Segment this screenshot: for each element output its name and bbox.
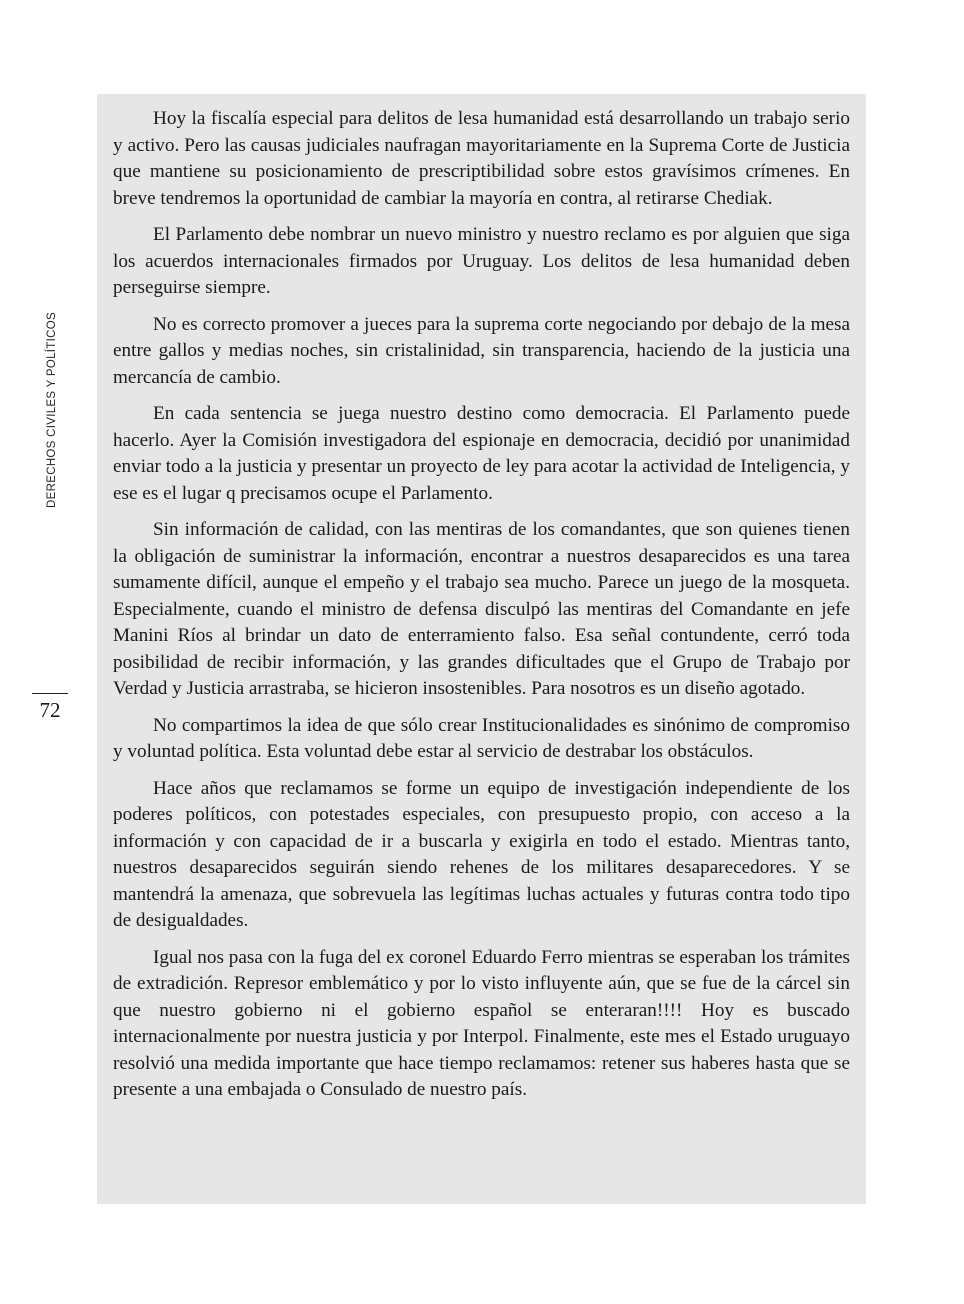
text-box xyxy=(97,94,866,1204)
paragraph: Sin información de calidad, con las mentiras de los comandantes, que son quienes tienen la obligación de suministrar la información, encontrar a nuestros desaparecidos es una tarea sumamente difícil, aunque el empeño y el trabajo sea mucho. Parece un juego de la mosqueta. Especialmente, cuando el ministro de defensa disculpó las mentiras del Comandante en jefe Manini Ríos al brindar un dato de enterramiento falso. Esa señal contundente, cerró toda posibilidad de recibir información, y las grandes dificultades que el Grupo de Trabajo por Verdad y Justicia arrastraba, se hicieron insostenibles. Para nosotros es un diseño agotado. xyxy=(113,519,850,699)
page-number-rule xyxy=(32,693,68,694)
paragraph: No es correcto promover a jueces para la suprema corte negociando por debajo de la mesa entre gallos y medias noches, sin cristalinidad, sin transparencia, haciendo de la justicia una mercancía de cambio. xyxy=(113,313,850,388)
page-number: 72 xyxy=(39,698,61,722)
paragraph: Hoy la fiscalía especial para delitos de lesa humanidad está desarrollando un trabajo serio y activo. Pero las causas judiciales naufragan mayoritariamente en la Suprema Corte de Justicia que mantiene su posicionamiento de prescriptibilidad sobre estos gravísimos crímenes. En breve tendremos la oportunidad de cambiar la mayoría en contra, al retirarse Chediak. xyxy=(113,108,850,209)
paragraph: Igual nos pasa con la fuga del ex coronel Eduardo Ferro mientras se esperaban los trámites de extradición. Represor emblemático y por lo visto influyente aún, que se fue de la cárcel sin que nuestro gobierno ni el gobierno español se enteraran!!!! Hoy es buscado internacionalmente por nuestra justicia y por Interpol. Finalmente, este mes el Estado uruguayo resolvió una medida importante que hace tiempo reclamamos: retener sus haberes hasta que se presente a una embajada o Consulado de nuestro país. xyxy=(113,946,850,1100)
paragraph: El Parlamento debe nombrar un nuevo ministro y nuestro reclamo es por alguien que siga los acuerdos internacionales firmados por Uruguay. Los delitos de lesa humanidad deben perseguirse siempre. xyxy=(113,224,850,298)
paragraph: Hace años que reclamamos se forme un equipo de investigación independiente de los poderes políticos, con potestades especiales, con presupuesto propio, con acceso a la información y con capacidad de ir a buscarla y exigirla en todo el estado. Mientras tanto, nuestros desaparecidos seguirán siendo rehenes de los militares desaparecedores. Y se mantendrá la amenaza, que sobrevuela las legítimas luchas actuales y futuras contra todo tipo de desigualdades. xyxy=(113,777,850,931)
paragraph: En cada sentencia se juega nuestro destino como democracia. El Parlamento puede hacerlo. Ayer la Comisión investigadora del espionaje en democracia, decidió por unanimidad enviar todo a la justicia y presentar un proyecto de ley para acotar la actividad de Inteligencia, y ese es el lugar q precisamos ocupe el Parlamento. xyxy=(113,403,850,504)
running-section-title: DERECHOS CIVILES Y POLÍTICOS xyxy=(46,312,58,508)
paragraph: No compartimos la idea de que sólo crear Institucionalidades es sinónimo de compromiso y voluntad política. Esta voluntad debe estar al servicio de destrabar los obstáculos. xyxy=(113,714,850,762)
